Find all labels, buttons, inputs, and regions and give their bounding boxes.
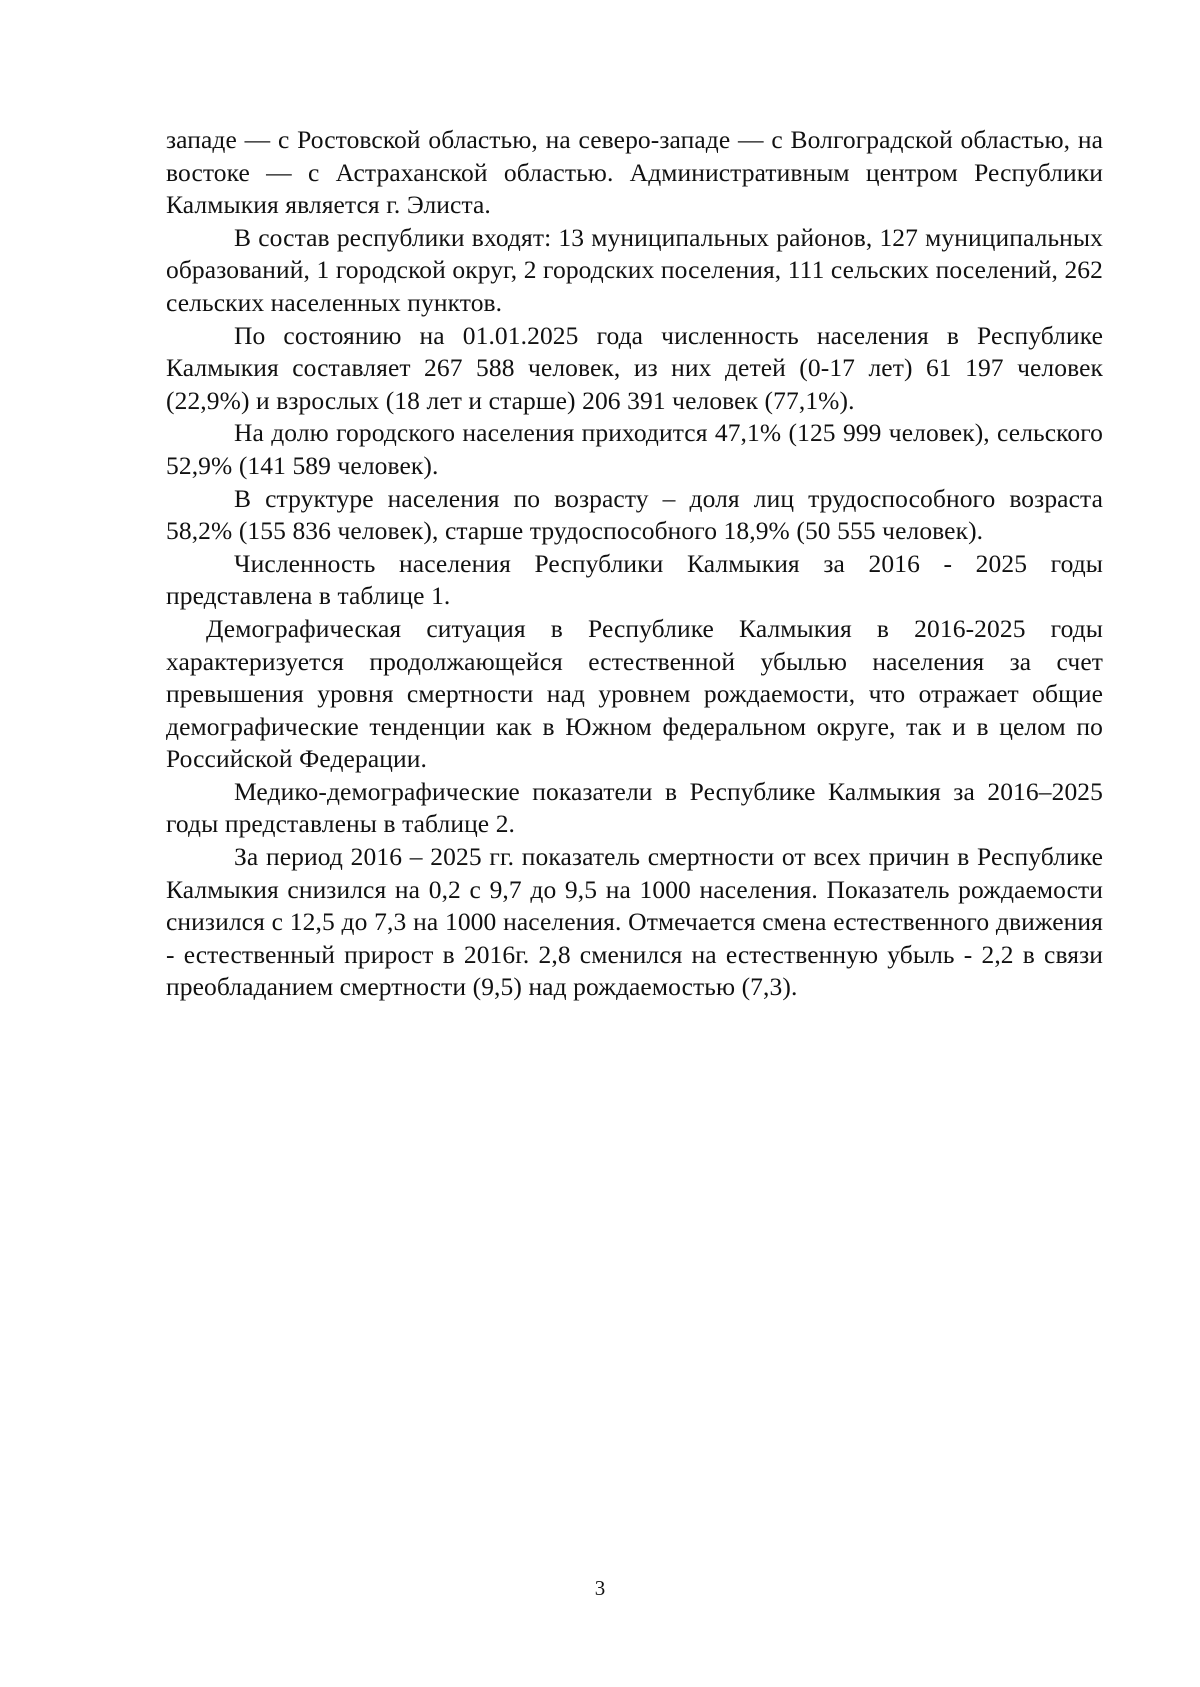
paragraph-administrative-composition: В состав республики входят: 13 муниципальных районов, 127 муниципальных образований, 1 городской округ, 2 городских поселения, 111 сельских поселений, 262 сельских населенных пунктов. — [166, 222, 1103, 317]
paragraph-demographic-situation: Демографическая ситуация в Республике Калмыкия в 2016-2025 годы характеризуется продолжающейся естественной убылью населения за счет превышения уровня смертности над уровнем рождаемости, что отражает общие демографические тенденции как в Южном федеральном округе, так и в целом по Российской Федерации. — [166, 613, 1103, 774]
page-number: 3 — [594, 1576, 606, 1600]
paragraph-borders: западе — с Ростовской областью, на северо-западе — с Волгоградской областью, на востоке — с Астраханской областью. Административным центром Республики Калмыкия является г. Элиста. — [166, 125, 1103, 220]
paragraph-age-structure: В структуре населения по возрасту – доля лиц трудоспособного возраста 58,2% (155 836 человек), старше трудоспособного 18,9% (50 555 человек). — [166, 483, 1103, 546]
paragraph-table-1-reference: Численность населения Республики Калмыкия за 2016 - 2025 годы представлена в таблице 1. — [166, 548, 1103, 611]
paragraph-population-total: По состоянию на 01.01.2025 года численность населения в Республике Калмыкия составляет 267 588 человек, из них детей (0-17 лет) 61 197 человек (22,9%) и взрослых (18 лет и старше) 206 391 человек (77,1%). — [166, 320, 1103, 415]
paragraph-table-2-reference: Медико-демографические показатели в Республике Калмыкия за 2016–2025 годы представлены в таблице 2. — [166, 776, 1103, 839]
body-text — [166, 124, 1103, 1004]
paragraph-urban-rural: На долю городского населения приходится 47,1% (125 999 человек), сельского 52,9% (141 589 человек). — [166, 418, 1103, 480]
paragraph-mortality-birth-rates: За период 2016 – 2025 гг. показатель смертности от всех причин в Республике Калмыкия снизился на 0,2 с 9,7 до 9,5 на 1000 населения. Показатель рождаемости снизился с 12,5 до 7,3 на 1000 населения. Отмечается смена естественного движения - естественный прирост в 2016г. 2,8 сменился на естественную убыль - 2,2 в связи преобладанием смертности (9,5) над рождаемостью (7,3). — [166, 842, 1103, 1002]
